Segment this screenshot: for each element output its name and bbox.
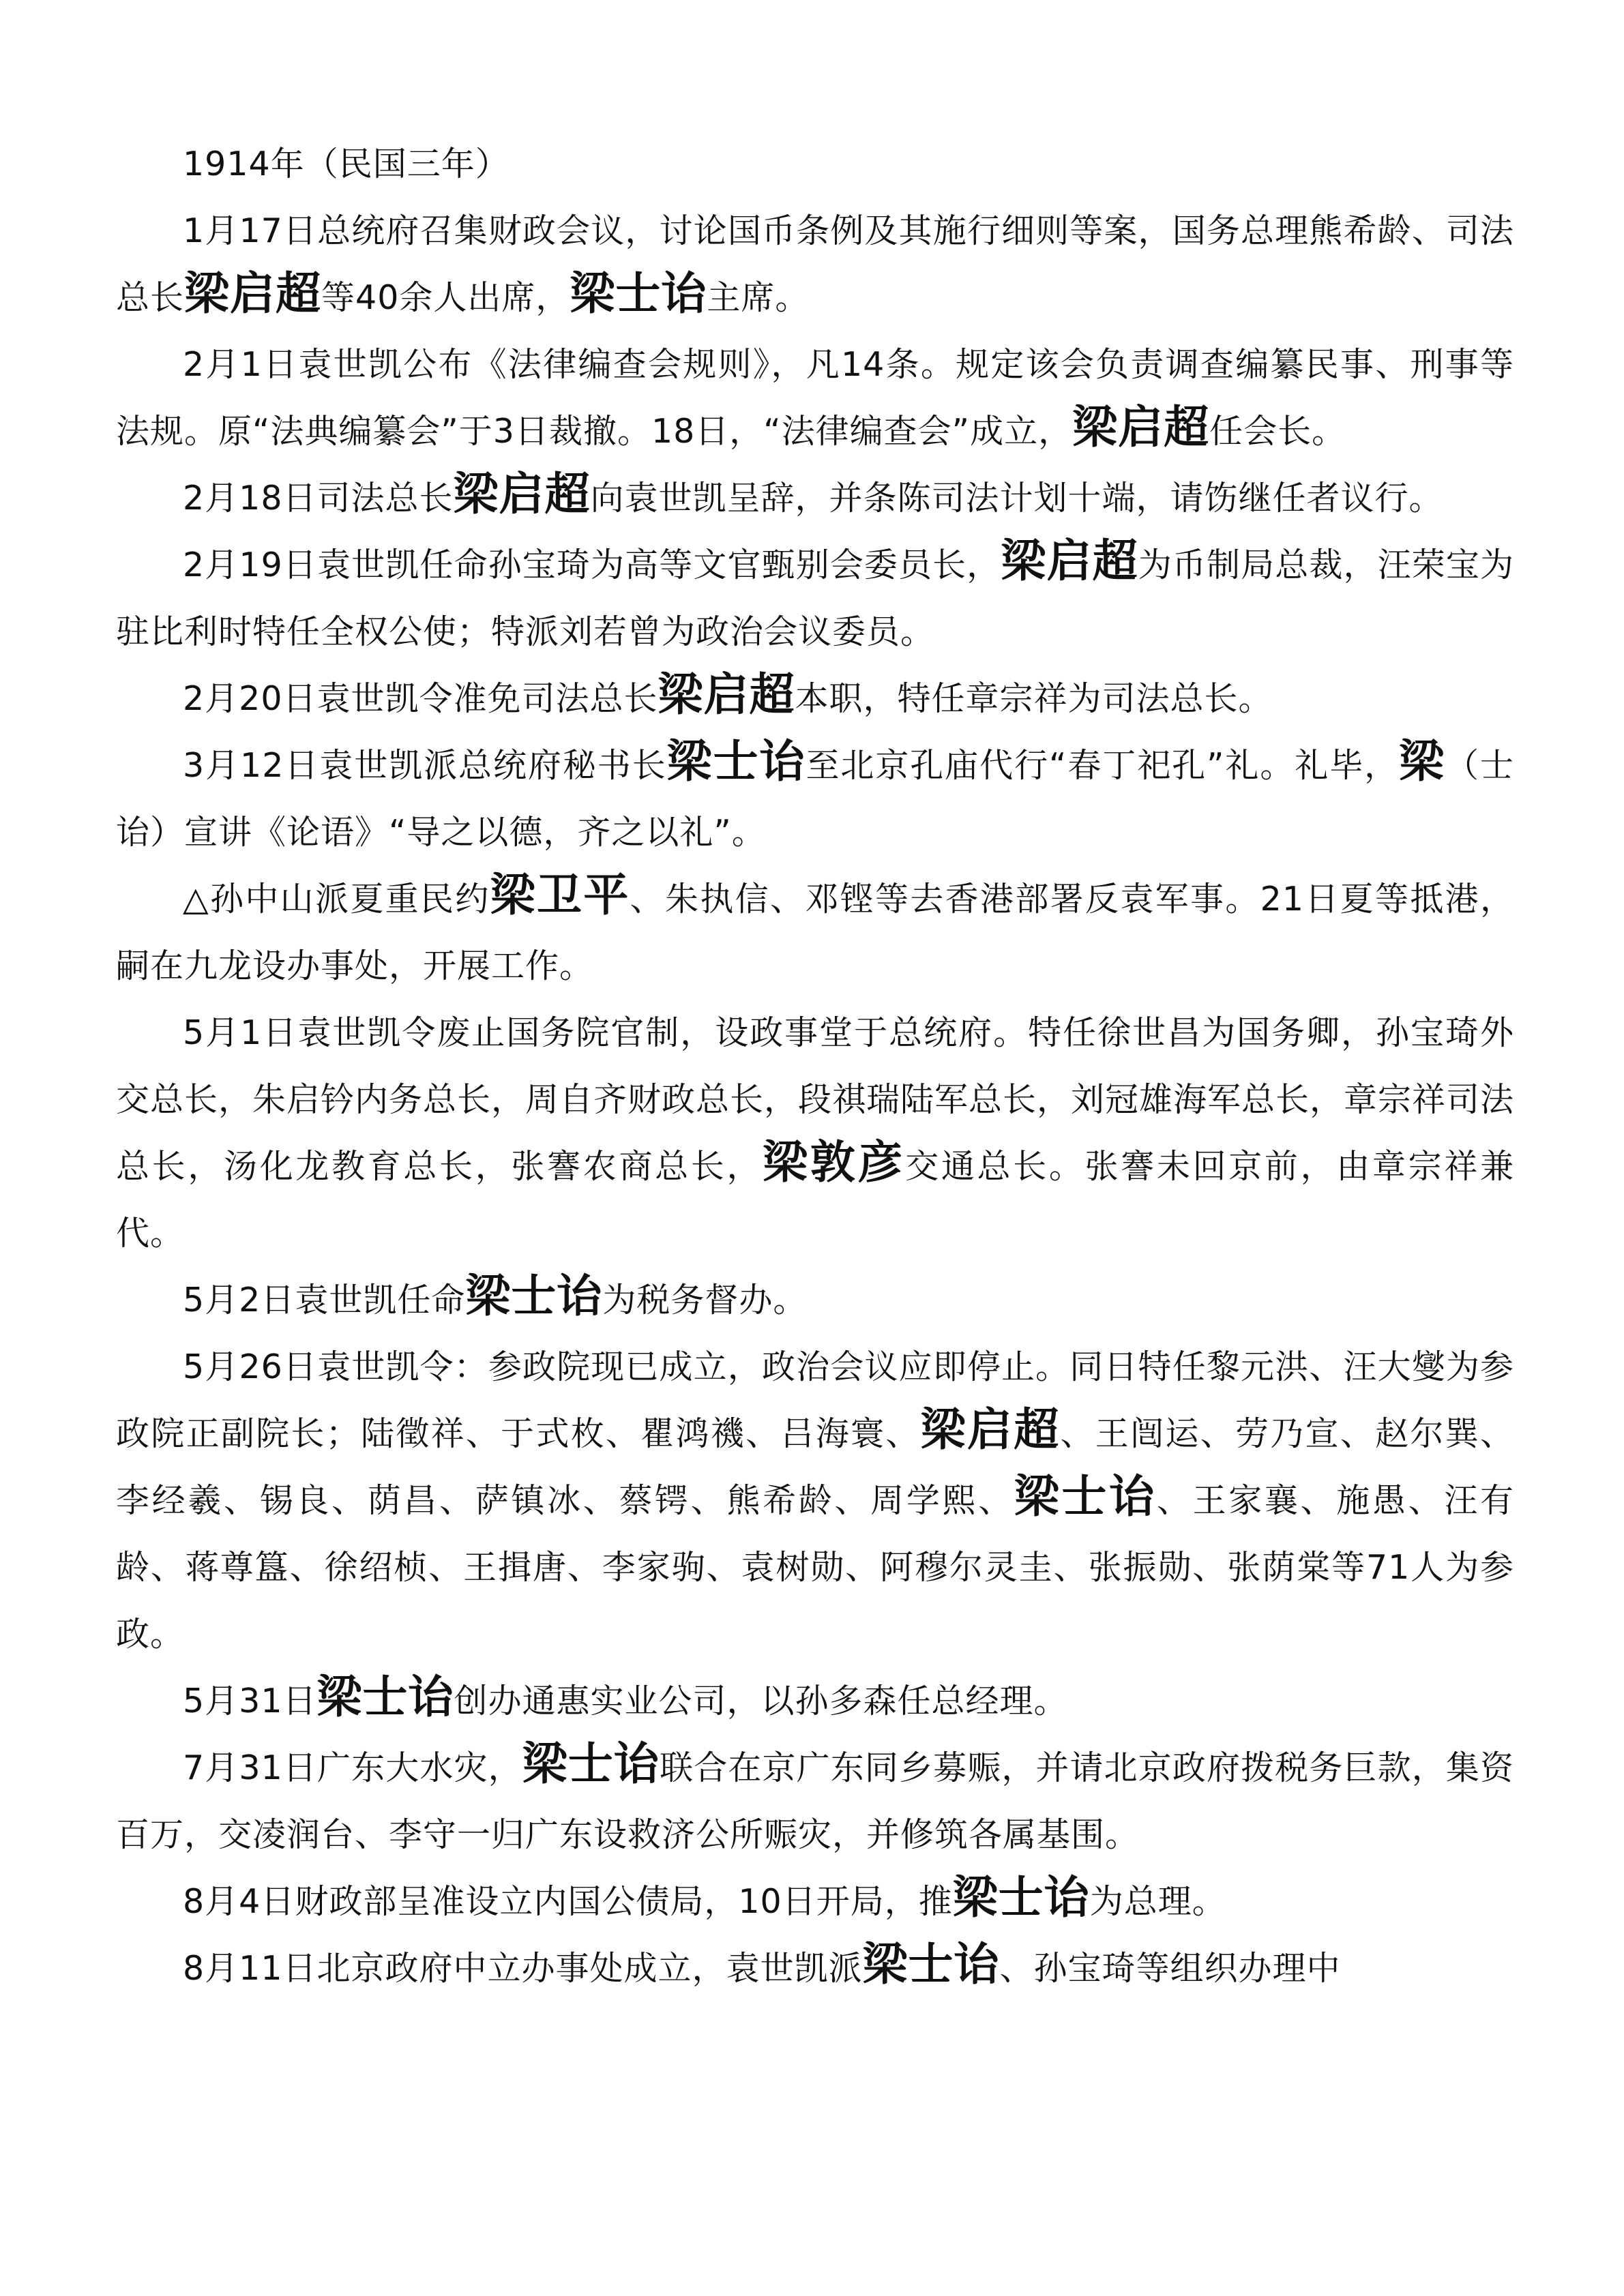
text-segment: 、朱执信、邓铿等去香港部署反袁军事。21日夏等抵港，嗣在九龙设办事处，开展工作。 [116, 880, 1514, 985]
highlighted-name: 梁士诒 [316, 1670, 454, 1723]
text-segment: （士诒）宣讲《论语》“导之以德，齐之以礼”。 [116, 746, 1514, 852]
text-segment: 2月20日袁世凯令准免司法总长 [183, 679, 658, 718]
highlighted-name: 梁启超 [453, 467, 591, 520]
paragraph-jul-31 [116, 1735, 1514, 1868]
text-segment: 至北京孔庙代行“春丁祀孔”礼。礼毕， [806, 746, 1400, 785]
paragraph-aug-4 [116, 1868, 1514, 1935]
paragraph-feb-20 [116, 666, 1514, 732]
text-segment: 向袁世凯呈辞，并条陈司法计划十端，请饬继任者议行。 [590, 479, 1443, 518]
paragraph-year-heading [116, 131, 1514, 198]
highlighted-name: 梁士诒 [952, 1870, 1090, 1924]
highlighted-name: 梁士诒 [522, 1737, 660, 1790]
text-segment: 任会长。 [1209, 412, 1346, 451]
paragraph-may-1 [116, 1000, 1514, 1267]
paragraph-jan-17 [116, 198, 1514, 331]
text-segment: 5月1日袁世凯令废止国务院官制，设政事堂于总统府。特任徐世昌为国务卿，孙宝琦外交总长，朱启钤内务总长，周自齐财政总长，段祺瑞陆军总长，刘冠雄海军总长，章宗祥司法总长，汤化龙教育总长，张謇农商总长， [116, 1013, 1515, 1186]
text-segment: 、王家襄、施愚、汪有龄、蒋尊簋、徐绍桢、王揖唐、李家驹、袁树勋、阿穆尔灵圭、张振勋、张荫棠等71人为参政。 [116, 1481, 1514, 1654]
text-segment: 2月19日袁世凯任命孙宝琦为高等文官甄别会委员长， [183, 546, 1001, 584]
text-segment: 创办通惠实业公司，以孙多森任总经理。 [454, 1682, 1068, 1720]
highlighted-name: 梁卫平 [490, 868, 630, 921]
text-segment: 交通总长。张謇未回京前，由章宗祥兼代。 [116, 1147, 1514, 1253]
highlighted-name: 梁士诒 [465, 1269, 603, 1322]
text-segment: 联合在京广东同乡募赈，并请北京政府拨税务巨款，集资百万，交凌润台、李守一归广东设救济公所赈灾，并修筑各属基围。 [116, 1748, 1514, 1854]
highlighted-name: 梁启超 [1072, 400, 1210, 453]
highlighted-name: 梁士诒 [1014, 1470, 1157, 1523]
text-segment: 8月4日财政部呈准设立内国公债局，10日开局，推 [183, 1882, 953, 1921]
text-segment: 、孙宝琦等组织办理中 [999, 1949, 1341, 1988]
highlighted-name: 梁敦彦 [763, 1135, 906, 1189]
text-segment: 2月1日袁世凯公布《法律编查会规则》，凡14条。规定该会负责调查编纂民事、刑事等法规。原“法典编纂会”于3日裁撤。18日，“法律编查会”成立， [116, 345, 1514, 451]
highlighted-name: 梁士诒 [570, 267, 707, 320]
document-page [116, 131, 1514, 2002]
text-segment: 1月17日总统府召集财政会议，讨论国币条例及其施行细则等案，国务总理熊希龄、司法总长 [116, 211, 1514, 317]
text-segment: 为总理。 [1089, 1882, 1226, 1921]
highlighted-name: 梁 [1399, 734, 1446, 788]
text-segment: 8月11日北京政府中立办事处成立，袁世凯派 [183, 1949, 863, 1988]
highlighted-name: 梁启超 [920, 1403, 1061, 1456]
text-segment: 1914年（民国三年） [183, 145, 510, 183]
highlighted-name: 梁士诒 [666, 734, 806, 788]
paragraph-feb-19 [116, 532, 1514, 666]
paragraph-may-2 [116, 1267, 1514, 1334]
paragraph-feb-18 [116, 465, 1514, 532]
text-segment: 5月2日袁世凯任命 [183, 1281, 466, 1320]
paragraph-may-31 [116, 1668, 1514, 1735]
text-segment: 为税务督办。 [602, 1281, 808, 1320]
text-segment: 等40余人出席， [321, 278, 570, 317]
text-segment: 为币制局总裁，汪荣宝为驻比利时特任全权公使；特派刘若曾为政治会议委员。 [116, 546, 1515, 651]
text-segment: 2月18日司法总长 [183, 479, 454, 518]
text-segment: △孙中山派夏重民约 [183, 880, 490, 919]
paragraph-may-26 [116, 1334, 1514, 1668]
paragraph-mar-12 [116, 732, 1514, 866]
text-segment: 主席。 [707, 278, 810, 317]
paragraph-feb-1 [116, 331, 1514, 465]
paragraph-sun-yatsen [116, 866, 1514, 1000]
highlighted-name: 梁启超 [184, 267, 322, 320]
text-segment: 5月31日 [183, 1682, 317, 1720]
paragraph-aug-11 [116, 1935, 1514, 2002]
text-segment: 本职，特任章宗祥为司法总长。 [795, 679, 1273, 718]
highlighted-name: 梁启超 [1001, 534, 1138, 587]
highlighted-name: 梁启超 [658, 668, 795, 721]
text-segment: 3月12日袁世凯派总统府秘书长 [183, 746, 667, 785]
highlighted-name: 梁士诒 [862, 1937, 1000, 1991]
text-segment: 7月31日广东大水灾， [183, 1748, 522, 1787]
text-segment: 、王闿运、劳乃宣、赵尔巽、李经羲、锡良、荫昌、萨镇冰、蔡锷、熊希龄、周学熙、 [116, 1414, 1514, 1520]
text-segment: 5月26日袁世凯令：参政院现已成立，政治会议应即停止。同日特任黎元洪、汪大燮为参政院正副院长；陆徵祥、于式枚、瞿鸿禨、吕海寰、 [116, 1347, 1514, 1453]
